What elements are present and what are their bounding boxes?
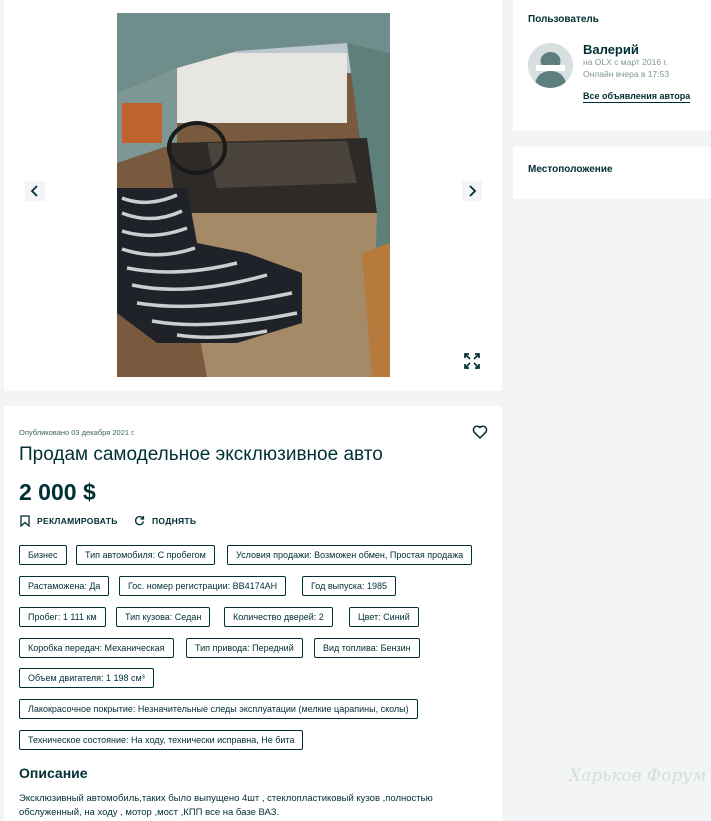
raise-button[interactable] [134,515,196,526]
bookmark-icon [20,515,30,527]
seller-name[interactable]: Валерий [583,42,639,57]
param-tag[interactable]: Коробка передач: Механическая [19,638,174,658]
watermark: Харьков Форум [569,766,707,786]
expand-icon [462,351,482,371]
ad-title: Продам самодельное эксклюзивное авто [19,444,383,465]
param-tag[interactable]: Техническое состояние: На ходу, технически исправна, Не бита [19,730,303,750]
param-tag[interactable]: Пробег: 1 111 км [19,607,106,627]
refresh-icon [134,515,145,526]
promote-button[interactable] [20,515,118,527]
description-text: Эксклюзивный автомобиль,таких было выпущено 4шт , стеклопластиковый кузов ,полностью обслуженный, на ходу , мотор ,мост ,КПП все на базе ВАЗ. [19,793,433,818]
location-section-title: Местоположение [528,164,613,175]
seller-card [513,0,711,131]
promote-label: РЕКЛАМИРОВАТЬ [37,516,118,526]
param-tag[interactable]: Тип привода: Передний [186,638,303,658]
param-tag[interactable]: Условия продажи: Возможен обмен, Простая продажа [227,545,472,565]
ad-details [4,406,502,821]
param-tag[interactable]: Тип кузова: Седан [116,607,210,627]
raise-label: ПОДНЯТЬ [152,515,197,526]
param-tag[interactable]: Цвет: Синий [349,607,419,627]
photo-gallery [4,0,502,391]
posted-date: Опубликовано 03 декабря 2021 г. [19,428,136,437]
param-tag[interactable]: Объем двигателя: 1 198 см³ [19,668,154,688]
all-seller-ads-link[interactable]: Все объявления автора [583,91,691,101]
seller-since: на OLX с март 2016 г. [583,57,668,67]
param-tag[interactable]: Тип автомобиля: С пробегом [76,545,215,565]
heart-icon [472,424,488,440]
favorite-button[interactable] [472,424,488,440]
param-tag[interactable]: Год выпуска: 1985 [302,576,396,596]
param-tag[interactable]: Количество дверей: 2 [224,607,333,627]
chevron-right-icon [467,185,477,197]
param-tag[interactable]: Лакокрасочное покрытие: Незначительные следы эксплуатации (мелкие царапины, сколы) [19,699,418,719]
description-title: Описание [19,765,88,781]
user-placeholder-icon [528,43,573,88]
location-card [513,147,711,199]
param-tag[interactable]: Растаможена: Да [19,576,109,596]
chevron-left-icon [30,185,40,197]
seller-online-status: Онлайн вчера в 17:53 [583,69,670,79]
ad-price: 2 000 $ [19,479,96,505]
fullscreen-button[interactable] [462,351,482,371]
param-tag[interactable]: Гос. номер регистрации: ВВ4174АН [119,576,286,596]
param-tag[interactable]: Бизнес [19,545,67,565]
gallery-next-button[interactable] [462,181,482,201]
avatar[interactable] [528,43,573,88]
gallery-prev-button[interactable] [25,181,45,201]
param-tag[interactable]: Вид топлива: Бензин [314,638,420,658]
car-interior-photo[interactable] [117,13,390,377]
seller-section-title: Пользователь [528,14,599,25]
